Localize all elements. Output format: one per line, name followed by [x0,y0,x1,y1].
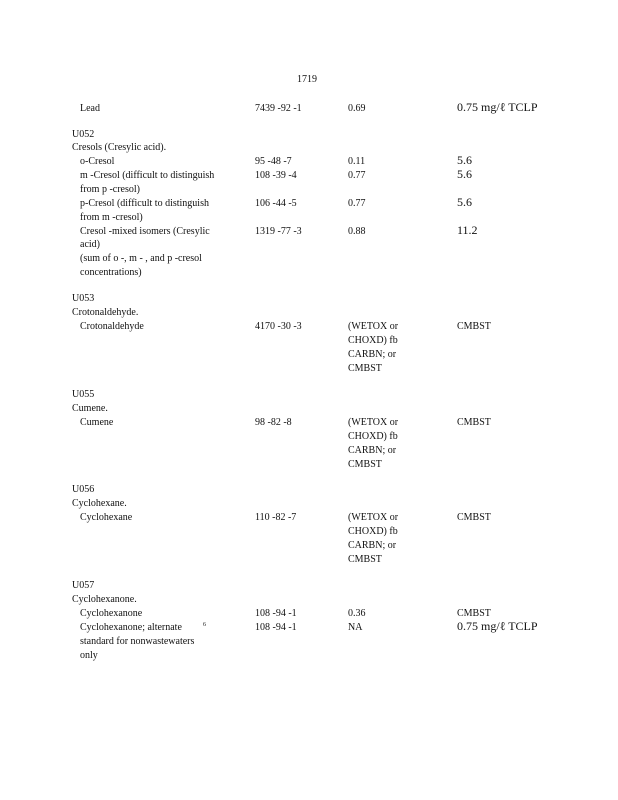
crotonaldehyde-ww-line-3: CARBN; or [348,349,397,360]
crotonaldehyde-cas: 4170 -30 -3 [255,321,302,332]
p-cresol-cas: 106 -44 -5 [255,198,297,209]
cyclohexanone-name: Cyclohexanone [80,608,143,619]
cyclohexanone-wastewater-standard: 0.36 [348,608,366,619]
cresol-mixed-nonwastewater-standard: 11.2 [457,223,478,237]
p-cresol-name-line-2: from m -cresol) [80,212,143,223]
u056-title: Cyclohexane. [72,498,127,509]
m-cresol-wastewater-standard: 0.77 [348,170,366,181]
o-cresol-cas: 95 -48 -7 [255,156,292,167]
cyclohexanone-alt-name-line-3: only [80,650,98,661]
lead-wastewater-standard: 0.69 [348,103,366,114]
u052-title: Cresols (Cresylic acid). [72,142,167,153]
p-cresol-nonwastewater-standard: 5.6 [457,195,472,209]
crotonaldehyde-nonwastewater-standard: CMBST [457,321,491,332]
cyclohexanone-alt-wastewater-standard: NA [348,622,363,633]
cyclohexane-nonwastewater-standard: CMBST [457,512,491,523]
cresol-mixed-wastewater-standard: 0.88 [348,226,366,237]
crotonaldehyde-ww-line-1: (WETOX or [348,321,399,332]
cumene-ww-line-2: CHOXD) fb [348,431,398,442]
waste-code-u053: U053 [72,293,95,304]
m-cresol-name-line-2: from p -cresol) [80,184,140,195]
m-cresol-cas: 108 -39 -4 [255,170,297,181]
cyclohexanone-alt-name-line-1: Cyclohexanone; alternate [80,622,182,633]
m-cresol-name-line-1: m -Cresol (difficult to distinguish [80,170,215,181]
footnote-marker: 6 [203,622,206,628]
cyclohexane-ww-line-4: CMBST [348,554,382,565]
cresol-mixed-name-line-1: Cresol -mixed isomers (Cresylic [80,226,210,237]
o-cresol-nonwastewater-standard: 5.6 [457,153,472,167]
cresol-mixed-name-line-2: acid) [80,239,100,250]
crotonaldehyde-name: Crotonaldehyde [80,321,144,332]
waste-code-u052: U052 [72,129,95,140]
lead-nonwastewater-standard: 0.75 mg/ℓ TCLP [457,100,538,114]
crotonaldehyde-ww-line-2: CHOXD) fb [348,335,398,346]
cresol-mixed-cas: 1319 -77 -3 [255,226,302,237]
cumene-cas: 98 -82 -8 [255,417,292,428]
lead-cas: 7439 -92 -1 [255,103,302,114]
waste-code-u056: U056 [72,484,95,495]
waste-code-u055: U055 [72,389,95,400]
page-number: 1719 [297,74,317,85]
cyclohexanone-alt-cas: 108 -94 -1 [255,622,297,633]
u053-title: Crotonaldehyde. [72,307,139,318]
cyclohexane-ww-line-2: CHOXD) fb [348,526,398,537]
p-cresol-wastewater-standard: 0.77 [348,198,366,209]
cumene-ww-line-3: CARBN; or [348,445,397,456]
cresol-mixed-name-line-4: concentrations) [80,267,142,278]
p-cresol-name-line-1: p-Cresol (difficult to distinguish [80,198,209,209]
cumene-ww-line-1: (WETOX or [348,417,399,428]
cresol-mixed-name-line-3: (sum of o -, m - , and p -cresol [80,253,202,264]
cumene-nonwastewater-standard: CMBST [457,417,491,428]
cumene-name: Cumene [80,417,114,428]
u055-title: Cumene. [72,403,108,414]
o-cresol-wastewater-standard: 0.11 [348,156,366,167]
m-cresol-nonwastewater-standard: 5.6 [457,167,472,181]
cyclohexanone-cas: 108 -94 -1 [255,608,297,619]
cyclohexane-cas: 110 -82 -7 [255,512,297,523]
cumene-ww-line-4: CMBST [348,459,382,470]
cyclohexanone-alt-name-line-2: standard for nonwastewaters [80,636,195,647]
cyclohexane-ww-line-3: CARBN; or [348,540,397,551]
waste-code-u057: U057 [72,580,95,591]
crotonaldehyde-ww-line-4: CMBST [348,363,382,374]
cyclohexanone-nonwastewater-standard: CMBST [457,608,491,619]
o-cresol-name: o-Cresol [80,156,115,167]
cyclohexanone-alt-nonwastewater-standard: 0.75 mg/ℓ TCLP [457,619,538,633]
cyclohexane-name: Cyclohexane [80,512,133,523]
lead-name: Lead [80,103,100,114]
u057-title: Cyclohexanone. [72,594,137,605]
cyclohexane-ww-line-1: (WETOX or [348,512,399,523]
